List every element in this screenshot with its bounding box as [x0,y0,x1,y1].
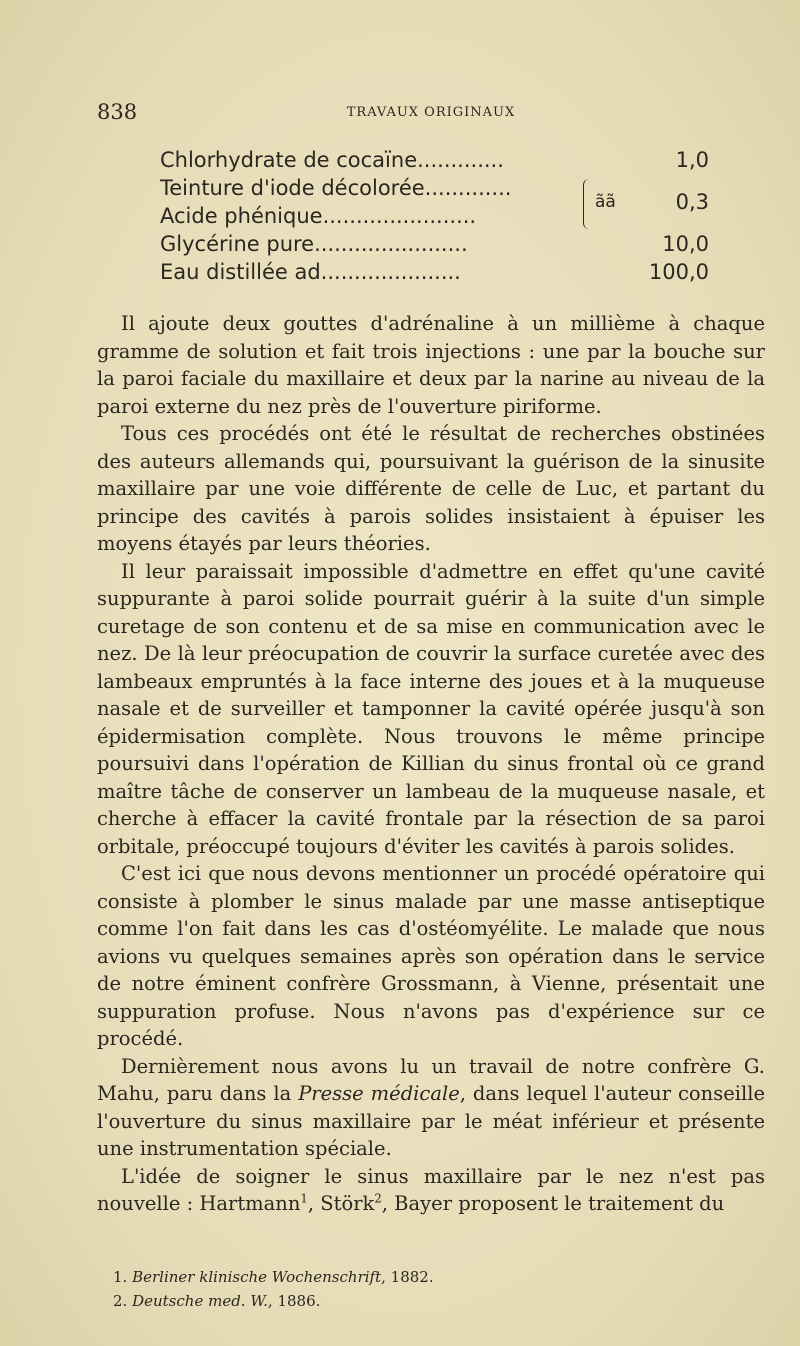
footnote-rest: , 1886. [267,1292,321,1310]
recipe-row [160,230,715,258]
recipe-ingredient: Glycérine pure....................... [160,232,468,256]
text-span: L'idée de soigner le sinus maxillaire par le nez n'est pas nouvelle : Hartmann [97,1164,765,1215]
recipe-row [160,258,715,286]
footnotes [113,1265,753,1313]
paragraph: C'est ici que nous devons mentionner un procédé opératoire qui consiste à plomber le sinus malade par une masse antiseptique comme l'on fait dans les cas d'ostéomyélite. Le malade que nous avions vu quelques semaines après son opération dans le service de notre éminent confrère Grossmann, à Vienne, présentait une suppuration profuse. Nous n'avons pas d'expérience sur ce procédé. [97,862,765,1050]
paragraph: Il leur paraissait impossible d'admettre en effet qu'une cavité suppurante à paroi solide pourrait guérir à la suite d'un simple curetage de son contenu et de sa mise en communication avec le nez. De là leur préocupation de couvrir la surface curetée avec des lambeaux empruntés à la face interne des joues et à la muqueuse nasale et de surveiller et tamponner la cavité opérée jusqu'à son épidermisation complète. Nous trouvons le même principe poursuivi dans l'opération de Killian du sinus frontal où ce grand maître tâche de conserver un lambeau de la muqueuse nasale, et cherche à effacer la cavité frontale par la résection de sa paroi orbitale, préoccupé toujours d'éviter les cavités à parois solides. [97,559,765,858]
recipe-row [160,202,715,230]
paragraph [97,1163,765,1218]
brace-icon [583,179,592,229]
recipe-ingredient: Chlorhydrate de cocaïne............. [160,148,504,172]
journal-title: Presse médicale [298,1082,460,1105]
footnote [113,1265,753,1289]
recipe-row [160,146,715,174]
footnote-number: 1. [113,1268,128,1286]
text-span: , Störk [307,1192,375,1215]
footnote-ref: 2 [374,1191,382,1206]
running-head: TRAVAUX ORIGINAUX [346,105,516,120]
text-span: , Bayer proposent le traitement du [381,1192,725,1215]
recipe-ingredient: Eau distillée ad..................... [160,260,461,284]
recipe-ingredient: Acide phénique....................... [160,204,477,228]
recipe-formula [160,146,715,286]
footnote-number: 2. [113,1292,128,1310]
footnote [113,1289,753,1313]
aa-quantity: 0,3 [675,190,709,214]
page-header [97,100,765,130]
body-text [97,310,765,1218]
recipe-quantity: 100,0 [648,260,709,284]
recipe-row [160,174,715,202]
recipe-quantity: 1,0 [675,148,709,172]
recipe-quantity: 10,0 [662,232,709,256]
text-span: , dans lequel l'auteur conseille l'ouverture du sinus maxillaire par le méat inférieur et présente une instrumentation spéciale. [97,1082,765,1160]
paragraph [97,1053,765,1163]
paragraph: Il ajoute deux gouttes d'adrénaline à un millième à chaque gramme de solution et fait trois injections : une par la bouche sur la paroi faciale du maxillaire et deux par la narine au niveau de la paroi externe du nez près de l'ouverture piriforme. [97,312,765,418]
footnote-title: Berliner klinische Wochenschrift [132,1268,382,1286]
text-span: Dernièrement nous avons lu un travail de notre confrère G. Mahu, paru dans la [97,1054,765,1105]
footnote-ref: 1 [300,1191,308,1206]
aa-label: ãã [595,192,616,212]
recipe-ingredient: Teinture d'iode décolorée............. [160,176,512,200]
footnote-rest: , 1882. [381,1268,434,1286]
page-number: 838 [97,100,138,124]
paragraph: Tous ces procédés ont été le résultat de recherches obstinées des auteurs allemands qui, poursuivant la guérison de la sinusite maxillaire par une voie différente de celle de Luc, et partant du principe des cavités à parois solides insistaient à épuiser les moyens étayés par leurs théories. [97,422,765,555]
footnote-title: Deutsche med. W. [132,1292,268,1310]
